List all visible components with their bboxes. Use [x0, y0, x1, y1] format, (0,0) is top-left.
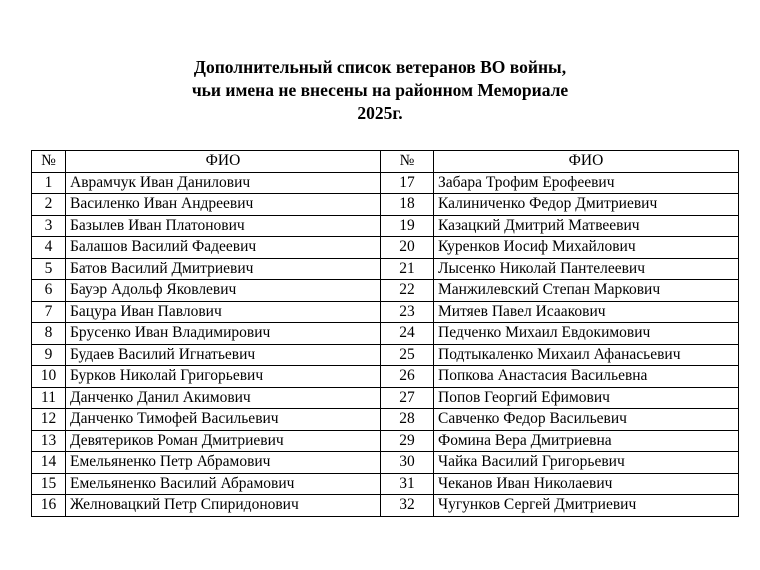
table-row — [32, 280, 739, 302]
veteran-name: Чугунков Сергей Дмитриевич — [434, 495, 739, 517]
veteran-name: Митяев Павел Исаакович — [434, 301, 739, 323]
veteran-name: Емельяненко Петр Абрамович — [66, 452, 381, 474]
veteran-name: Чайка Василий Григорьевич — [434, 452, 739, 474]
row-number: 7 — [32, 301, 66, 323]
row-number: 8 — [32, 323, 66, 345]
veteran-name: Данченко Данил Акимович — [66, 387, 381, 409]
row-number: 12 — [32, 409, 66, 431]
veteran-name: Будаев Василий Игнатьевич — [66, 344, 381, 366]
veteran-name: Фомина Вера Дмитриевна — [434, 430, 739, 452]
row-number: 23 — [381, 301, 434, 323]
row-number: 1 — [32, 172, 66, 194]
document-title — [0, 56, 760, 125]
row-number: 5 — [32, 258, 66, 280]
veteran-name: Попкова Анастасия Васильевна — [434, 366, 739, 388]
title-line-3: 2025г. — [357, 103, 403, 123]
row-number: 11 — [32, 387, 66, 409]
row-number: 4 — [32, 237, 66, 259]
veteran-name: Балашов Василий Фадеевич — [66, 237, 381, 259]
title-line-1: Дополнительный список ветеранов ВО войны, — [193, 57, 567, 77]
row-number: 22 — [381, 280, 434, 302]
veteran-name: Данченко Тимофей Васильевич — [66, 409, 381, 431]
table-row — [32, 344, 739, 366]
veteran-name: Емельяненко Василий Абрамович — [66, 473, 381, 495]
row-number: 6 — [32, 280, 66, 302]
table-row — [32, 495, 739, 517]
header-number-left: № — [32, 151, 66, 173]
veteran-name: Подтыкаленко Михаил Афанасьевич — [434, 344, 739, 366]
row-number: 18 — [381, 194, 434, 216]
veteran-name: Бацура Иван Павлович — [66, 301, 381, 323]
row-number: 19 — [381, 215, 434, 237]
veteran-name: Желновацкий Петр Спиридонович — [66, 495, 381, 517]
veteran-name: Педченко Михаил Евдокимович — [434, 323, 739, 345]
veteran-name: Батов Василий Дмитриевич — [66, 258, 381, 280]
row-number: 26 — [381, 366, 434, 388]
veteran-name: Девятериков Роман Дмитриевич — [66, 430, 381, 452]
veteran-name: Савченко Федор Васильевич — [434, 409, 739, 431]
veterans-table — [31, 150, 739, 517]
row-number: 2 — [32, 194, 66, 216]
table-header-row — [32, 151, 739, 173]
veteran-name: Забара Трофим Ерофеевич — [434, 172, 739, 194]
row-number: 14 — [32, 452, 66, 474]
row-number: 13 — [32, 430, 66, 452]
row-number: 27 — [381, 387, 434, 409]
table-body — [32, 172, 739, 516]
table-row — [32, 387, 739, 409]
row-number: 24 — [381, 323, 434, 345]
veteran-name: Манжилевский Степан Маркович — [434, 280, 739, 302]
title-line-2: чьи имена не внесены на районном Мемориале — [191, 80, 569, 100]
veteran-name: Куренков Иосиф Михайлович — [434, 237, 739, 259]
table-row — [32, 366, 739, 388]
table-row — [32, 194, 739, 216]
table-row — [32, 409, 739, 431]
row-number: 16 — [32, 495, 66, 517]
header-name-right: ФИО — [434, 151, 739, 173]
table-row — [32, 430, 739, 452]
table-row — [32, 237, 739, 259]
veteran-name: Брусенко Иван Владимирович — [66, 323, 381, 345]
row-number: 32 — [381, 495, 434, 517]
row-number: 30 — [381, 452, 434, 474]
row-number: 21 — [381, 258, 434, 280]
veteran-name: Аврамчук Иван Данилович — [66, 172, 381, 194]
row-number: 3 — [32, 215, 66, 237]
table-row — [32, 473, 739, 495]
veteran-name: Чеканов Иван Николаевич — [434, 473, 739, 495]
veteran-name: Василенко Иван Андреевич — [66, 194, 381, 216]
header-number-right: № — [381, 151, 434, 173]
veteran-name: Попов Георгий Ефимович — [434, 387, 739, 409]
veteran-name: Казацкий Дмитрий Матвеевич — [434, 215, 739, 237]
veteran-name: Лысенко Николай Пантелеевич — [434, 258, 739, 280]
table-row — [32, 323, 739, 345]
row-number: 25 — [381, 344, 434, 366]
header-name-left: ФИО — [66, 151, 381, 173]
table-row — [32, 215, 739, 237]
row-number: 20 — [381, 237, 434, 259]
veteran-name: Калиниченко Федор Дмитриевич — [434, 194, 739, 216]
veteran-name: Базылев Иван Платонович — [66, 215, 381, 237]
table-row — [32, 172, 739, 194]
table-row — [32, 452, 739, 474]
row-number: 29 — [381, 430, 434, 452]
row-number: 31 — [381, 473, 434, 495]
row-number: 15 — [32, 473, 66, 495]
table-row — [32, 258, 739, 280]
row-number: 9 — [32, 344, 66, 366]
row-number: 10 — [32, 366, 66, 388]
veteran-name: Бурков Николай Григорьевич — [66, 366, 381, 388]
veteran-name: Бауэр Адольф Яковлевич — [66, 280, 381, 302]
row-number: 28 — [381, 409, 434, 431]
table-row — [32, 301, 739, 323]
row-number: 17 — [381, 172, 434, 194]
